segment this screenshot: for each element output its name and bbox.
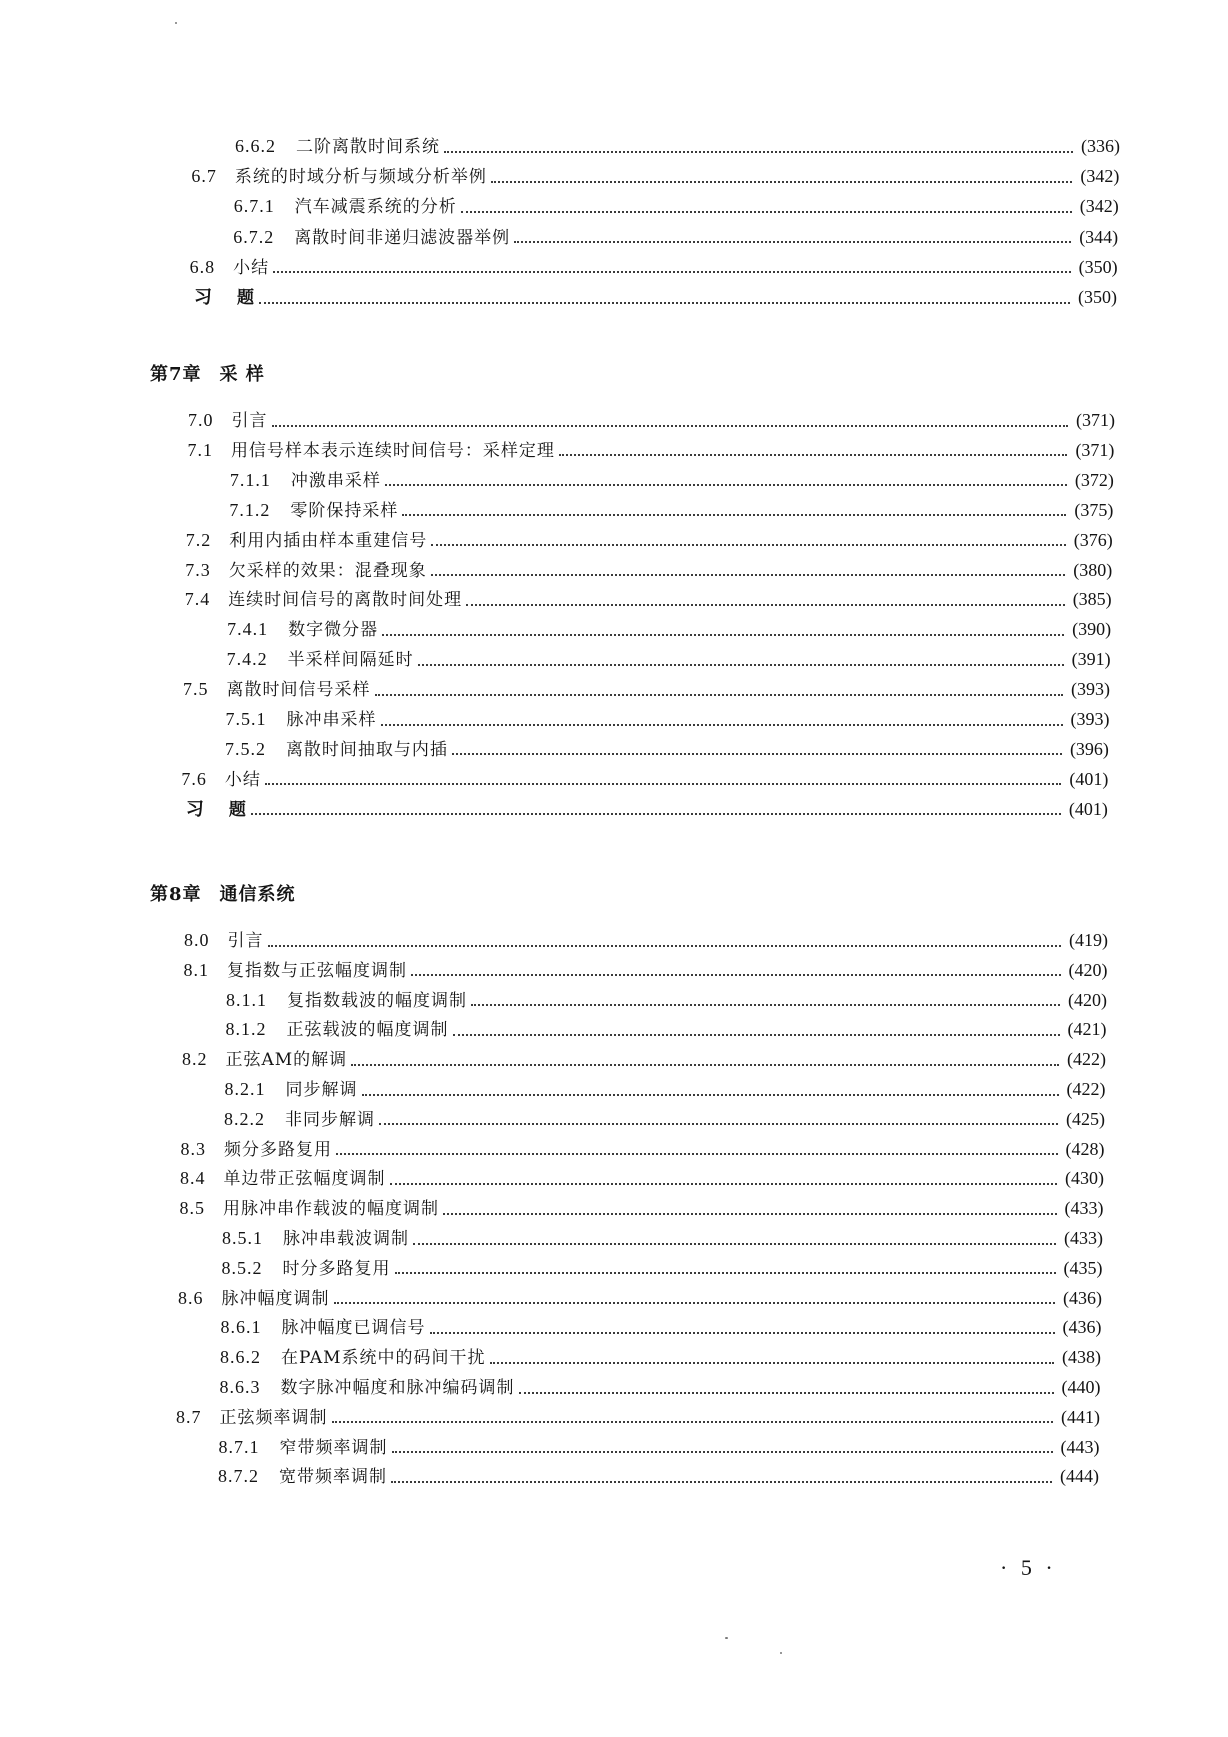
entry-title: 脉冲串载波调制 (283, 1229, 409, 1249)
toc-entry (234, 190, 1119, 222)
entry-page: (443) (1060, 1436, 1100, 1457)
dot-leader (431, 573, 1066, 576)
entry-number: 8.2.2 (224, 1108, 265, 1129)
entry-page: (371) (1075, 439, 1115, 460)
entry-number: 8.0 (184, 930, 210, 950)
entry-number: 8.1 (183, 959, 209, 980)
entry-page: (420) (1068, 959, 1108, 980)
toc-entry (185, 554, 1112, 586)
dot-leader (332, 1420, 1054, 1423)
dot-leader (336, 1152, 1058, 1155)
dot-leader (413, 1242, 1056, 1245)
toc-entry (176, 1401, 1100, 1433)
entry-number: 7.4.1 (227, 619, 269, 640)
entry-number: 8.5 (179, 1198, 205, 1219)
entry-title: 冲激串采样 (290, 470, 381, 491)
toc-entry (227, 613, 1111, 645)
entry-title: 正弦载波的幅度调制 (286, 1020, 449, 1041)
entry-page: (444) (1060, 1466, 1099, 1487)
dot-leader (273, 270, 1071, 273)
entry-number: 7.5.1 (225, 709, 267, 729)
dot-leader (411, 973, 1061, 976)
entry-title: 数字微分器 (288, 620, 379, 641)
toc-entry (233, 221, 1118, 253)
entry-number: 7.3 (185, 559, 211, 580)
entry-number: 7.4 (184, 589, 211, 610)
entry-page: (385) (1072, 589, 1112, 610)
dot-leader (268, 944, 1062, 947)
entry-title: 时分多路复用 (282, 1258, 391, 1279)
entry-page: (372) (1074, 469, 1114, 490)
entry-title: 零阶保持采样 (290, 500, 399, 521)
toc-entry (191, 160, 1119, 192)
toc-entry (224, 1103, 1105, 1135)
toc-entry (180, 1162, 1104, 1194)
entry-page: (433) (1064, 1198, 1104, 1219)
dot-leader (444, 150, 1073, 153)
entry-number: 6.7.2 (233, 226, 275, 247)
entry-title: 离散时间信号采样 (226, 680, 371, 701)
dot-leader (452, 752, 1062, 755)
entry-page: (390) (1072, 619, 1112, 640)
dot-leader (395, 1271, 1056, 1274)
entry-page: (422) (1067, 1049, 1106, 1070)
entry-title: 正弦频率调制 (219, 1407, 328, 1428)
toc-entry (226, 984, 1107, 1016)
entry-page: (430) (1065, 1168, 1104, 1189)
entry-page: (380) (1073, 559, 1113, 580)
entry-title: 汽车减震系统的分析 (294, 197, 457, 218)
dot-leader (402, 513, 1066, 516)
scan-speck (725, 1637, 728, 1639)
entry-title: 半采样间隔延时 (287, 650, 414, 671)
entry-number: 8.5.2 (221, 1257, 263, 1278)
entry-title: 脉冲串采样 (286, 710, 377, 730)
entry-page: (436) (1063, 1287, 1102, 1308)
chapter-heading (150, 880, 1228, 924)
entry-number: 8.3 (180, 1138, 206, 1159)
toc-entry (220, 1341, 1101, 1373)
entry-page: (391) (1071, 649, 1111, 670)
entry-number: 6.6.2 (235, 136, 276, 156)
entry-title: 单边带正弦幅度调制 (223, 1169, 386, 1190)
entry-page: (396) (1069, 738, 1109, 759)
toc-entry (227, 643, 1111, 675)
dot-leader (265, 782, 1062, 785)
toc-entry (182, 1043, 1106, 1075)
toc-entry (222, 1222, 1103, 1254)
entry-title: 脉冲幅度调制 (221, 1288, 330, 1309)
chapter-label: 第7章 (150, 364, 202, 385)
entry-title: 小结 (233, 257, 270, 278)
toc-entry (221, 1311, 1102, 1343)
entry-title: 宽带频率调制 (279, 1467, 387, 1488)
entry-page: (440) (1061, 1377, 1101, 1397)
entry-title: 复指数与正弦幅度调制 (227, 960, 407, 981)
dot-leader (491, 180, 1073, 183)
dot-leader (490, 1361, 1054, 1364)
entry-number: 8.7 (176, 1406, 202, 1427)
dot-leader (430, 1331, 1055, 1334)
entry-title: 在PAM系统中的码间干扰 (281, 1348, 486, 1369)
entry-page: (433) (1064, 1228, 1103, 1248)
entry-number: 6.8 (189, 256, 216, 277)
entry-number: 7.6 (181, 768, 207, 789)
entry-page: (425) (1066, 1108, 1105, 1129)
dot-leader (559, 453, 1068, 456)
entry-number: 8.6.2 (220, 1347, 261, 1368)
dot-leader (259, 301, 1070, 304)
toc-entry (218, 1460, 1099, 1492)
entry-number: 8.5.1 (222, 1228, 263, 1248)
dot-leader (390, 1182, 1058, 1185)
entry-title: 用信号样本表示连续时间信号：采样定理 (230, 440, 555, 461)
dot-leader (418, 663, 1064, 666)
dot-leader (385, 483, 1067, 486)
dot-leader (431, 543, 1066, 546)
entry-number: 8.6.3 (219, 1377, 261, 1397)
entry-number: 8.2 (182, 1049, 208, 1070)
entry-title: 同步解调 (285, 1080, 358, 1100)
toc-section (0, 360, 1228, 820)
entry-number: 6.7 (191, 166, 217, 187)
dot-leader (466, 603, 1065, 606)
dot-leader (443, 1212, 1057, 1215)
dot-leader (381, 723, 1063, 726)
entry-title: 离散时间抽取与内插 (285, 739, 448, 760)
toc-entry (180, 1192, 1104, 1224)
page-number: · 5 · (1000, 1555, 1057, 1580)
toc-entry (226, 1013, 1107, 1045)
entry-title: 二阶离散时间系统 (296, 137, 440, 157)
dot-leader (382, 633, 1064, 636)
toc-entry (181, 1133, 1105, 1165)
toc-entry (226, 703, 1110, 735)
entry-number: 习 (185, 798, 205, 819)
entry-page: (336) (1081, 136, 1120, 156)
entry-number: 7.2 (185, 529, 212, 550)
entry-page: (350) (1078, 256, 1118, 277)
toc-exercises-entry (186, 793, 1108, 825)
entry-page: (422) (1066, 1079, 1106, 1099)
toc-entry (229, 494, 1113, 526)
entry-title: 小结 (224, 769, 261, 790)
entry-number: 7.1 (187, 439, 213, 460)
entry-number: 7.1.1 (229, 469, 271, 490)
entry-page: (342) (1079, 196, 1119, 217)
entry-title: 非同步解调 (285, 1109, 375, 1130)
entry-number: 6.7.1 (233, 196, 275, 217)
chapter-label: 第8章 (150, 884, 202, 905)
toc-entry (222, 1252, 1103, 1284)
entry-title: 离散时间非递归滤波器举例 (294, 227, 511, 248)
entry-number: 7.4.2 (226, 649, 268, 670)
dot-leader (334, 1301, 1056, 1304)
toc-entry (184, 924, 1108, 956)
entry-title: 题 (237, 288, 255, 308)
toc-entry (181, 763, 1108, 795)
entry-title: 连续时间信号的离散时间处理 (228, 590, 463, 611)
entry-number: 8.6 (178, 1287, 204, 1308)
entry-page: (419) (1069, 930, 1108, 950)
entry-page: (371) (1076, 410, 1115, 430)
entry-title: 系统的时域分析与频域分析举例 (234, 167, 487, 188)
toc-entry (220, 1371, 1101, 1403)
entry-title: 用脉冲串作载波的幅度调制 (223, 1199, 439, 1220)
toc-entry (188, 404, 1115, 436)
entry-page: (393) (1071, 679, 1111, 700)
entry-number: 8.7.1 (218, 1436, 260, 1457)
scan-speck (175, 22, 177, 24)
entry-page: (435) (1063, 1257, 1103, 1278)
toc-entry (225, 1073, 1106, 1105)
toc-exercises-entry (194, 281, 1117, 313)
entry-title: 利用内插由样本重建信号 (229, 530, 428, 551)
entry-number: 7.5.2 (224, 738, 266, 759)
chapter-title: 通信系统 (219, 884, 296, 905)
entry-page: (376) (1073, 529, 1113, 550)
dot-leader (379, 1122, 1058, 1125)
scan-speck (780, 1652, 782, 1654)
entry-title: 数字脉冲幅度和脉冲编码调制 (280, 1378, 515, 1398)
entry-page: (438) (1062, 1347, 1101, 1368)
entry-title: 窄带频率调制 (279, 1437, 388, 1458)
toc-entry (219, 1431, 1100, 1463)
entry-title: 复指数载波的幅度调制 (287, 990, 467, 1011)
entry-title: 正弦AM的解调 (225, 1050, 348, 1071)
entry-page: (401) (1068, 798, 1108, 819)
entry-number: 习 (194, 287, 213, 307)
entry-page: (375) (1074, 499, 1114, 520)
dot-leader (251, 812, 1061, 815)
entry-number: 7.5 (183, 679, 209, 700)
toc-section (0, 880, 1228, 1488)
entry-title: 题 (228, 799, 247, 820)
entry-page: (344) (1079, 226, 1119, 247)
dot-leader (392, 1450, 1053, 1453)
entry-number: 8.4 (180, 1168, 206, 1189)
entry-number: 8.1.1 (226, 989, 267, 1010)
entry-number: 7.0 (188, 410, 214, 430)
entry-page: (420) (1068, 989, 1107, 1010)
toc-entry (187, 434, 1114, 466)
dot-leader (272, 424, 1069, 427)
entry-number: 8.2.1 (224, 1079, 266, 1099)
dot-leader (391, 1480, 1052, 1483)
entry-page: (441) (1061, 1406, 1100, 1427)
dot-leader (362, 1093, 1059, 1096)
entry-page: (428) (1065, 1138, 1105, 1159)
dot-leader (453, 1033, 1060, 1036)
entry-number: 8.7.2 (218, 1466, 259, 1487)
entry-title: 脉冲幅度已调信号 (281, 1318, 426, 1339)
toc-entry (184, 954, 1108, 986)
chapter-title: 采 样 (219, 364, 265, 385)
entry-page: (393) (1070, 709, 1110, 729)
entry-page: (350) (1078, 287, 1117, 307)
entry-title: 频分多路复用 (224, 1139, 332, 1160)
dot-leader (471, 1003, 1060, 1006)
entry-page: (421) (1067, 1019, 1107, 1040)
toc-entry (183, 673, 1110, 705)
entry-title: 引言 (231, 411, 268, 431)
entry-page: (401) (1069, 768, 1109, 789)
entry-number: 7.1.2 (229, 499, 271, 520)
toc-entry (186, 524, 1113, 556)
entry-page: (436) (1062, 1317, 1102, 1338)
entry-number: 8.1.2 (225, 1019, 267, 1040)
dot-leader (375, 693, 1064, 696)
chapter-heading (150, 360, 1228, 404)
toc-entry (190, 251, 1118, 283)
toc-entry (235, 130, 1120, 162)
toc-entry (230, 464, 1114, 496)
dot-leader (519, 1391, 1054, 1394)
dot-leader (461, 210, 1072, 213)
entry-title: 引言 (227, 931, 264, 951)
dot-leader (351, 1063, 1059, 1066)
toc-entry (185, 583, 1112, 615)
dot-leader (514, 240, 1071, 243)
toc-entry (178, 1282, 1102, 1314)
entry-page: (342) (1080, 166, 1120, 187)
toc-entry (225, 733, 1109, 765)
entry-number: 8.6.1 (220, 1317, 262, 1338)
entry-title: 欠采样的效果：混叠现象 (228, 560, 427, 581)
